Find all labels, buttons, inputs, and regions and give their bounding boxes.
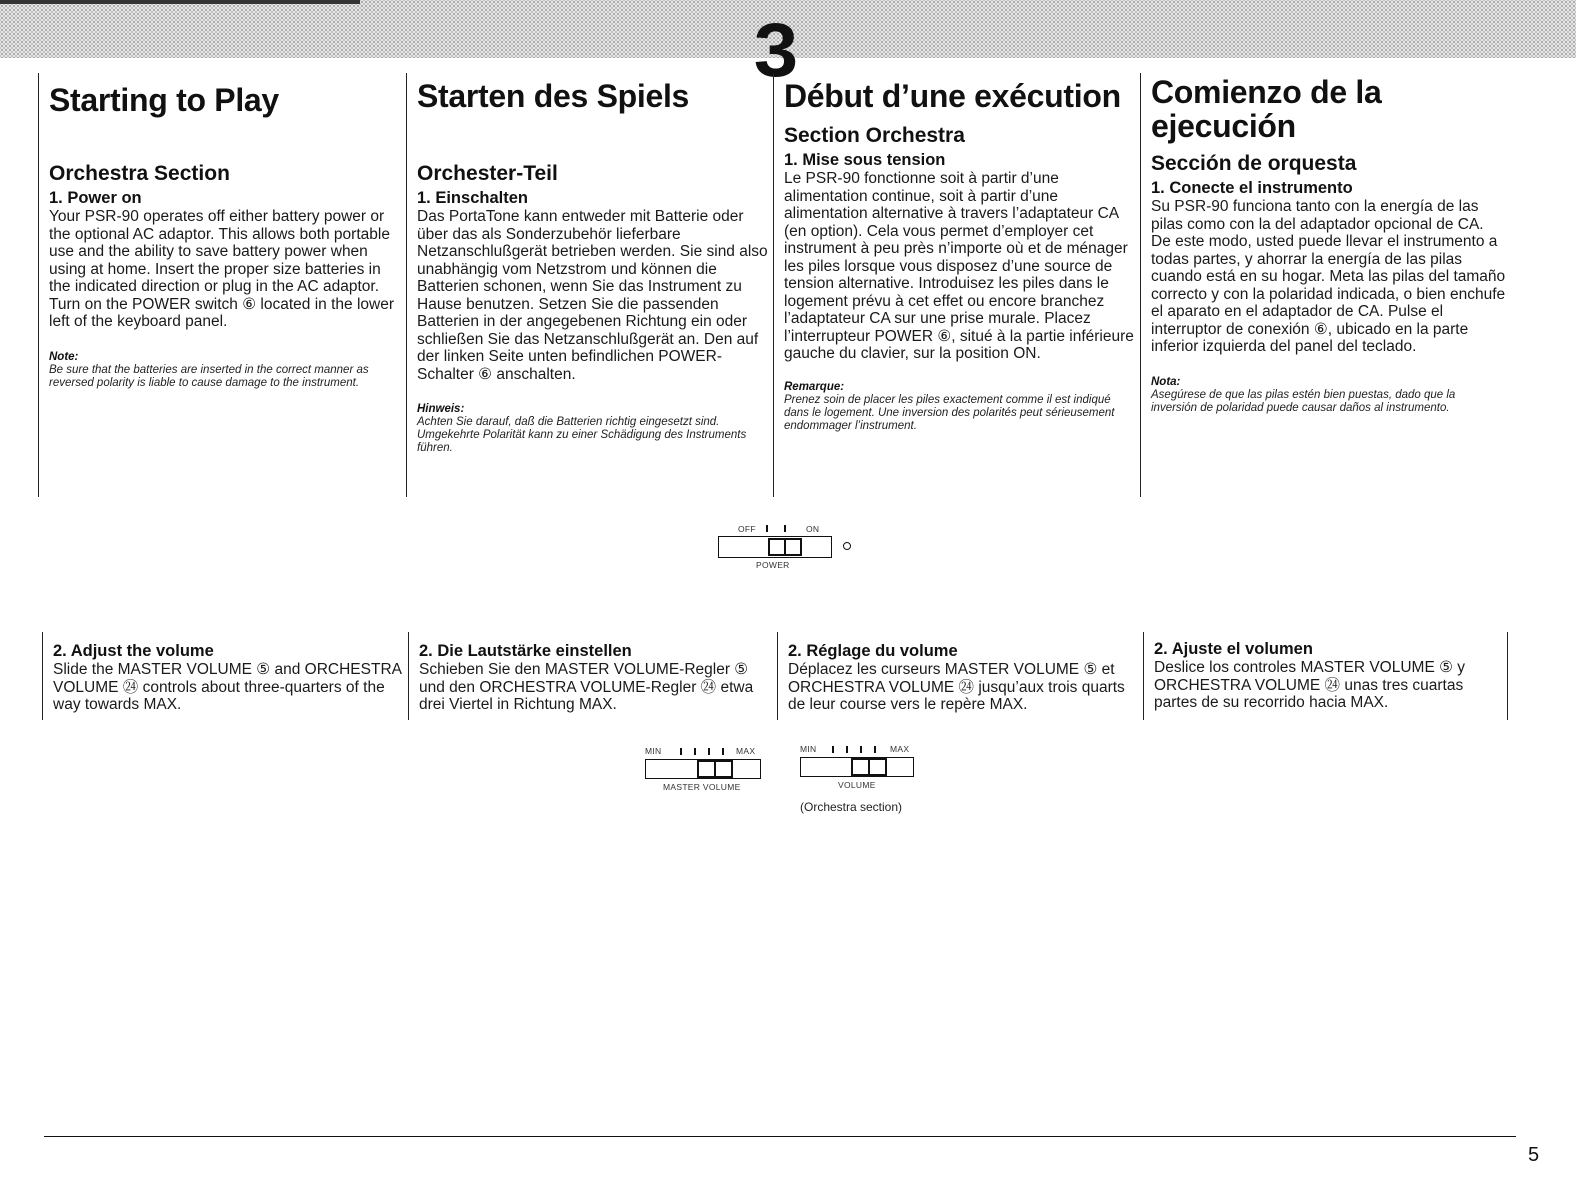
step2-body-english: Slide the MASTER VOLUME ⑤ and ORCHESTRA VOLUME ㉔ controls about three-quarters of the way towards MAX. (53, 661, 402, 713)
master-volume-min-label: MIN (645, 746, 662, 756)
master-volume-tick (708, 748, 710, 755)
column-german-bottom (408, 632, 775, 720)
step2-heading-spanish: 2. Ajuste el volumen (1154, 640, 1313, 658)
column-german-top (406, 73, 775, 497)
step1-body-spanish: Su PSR-90 funciona tanto con la energía de las pilas como con la del adaptador opcional de CA. De este modo, usted puede llevar el instrumento a todas partes, y ahorrar la energía de las pilas cuando está en su hogar. Meta las pilas del tamaño correcto y con la polaridad indicada, o bien enchufe el aparato en el adaptador de CA. Pulse el interruptor de conexión ⑥, ubicado en la parte inferior izquierda del panel del teclado. (1151, 198, 1506, 355)
master-volume-tick (680, 748, 682, 755)
note-heading-german: Hinweis: (417, 403, 465, 415)
orchestra-volume-knob (851, 758, 887, 776)
master-volume-label: MASTER VOLUME (663, 782, 741, 792)
power-on-label: ON (806, 524, 820, 534)
power-indicator-led (843, 542, 851, 550)
section-heading-german: Orchester-Teil (417, 162, 558, 185)
power-switch-label: POWER (756, 560, 790, 570)
column-spanish-bottom (1143, 632, 1508, 720)
step2-heading-french: 2. Réglage du volume (788, 642, 958, 660)
orchestra-volume-max-label: MAX (890, 744, 910, 754)
column-french-top (773, 73, 1139, 497)
note-heading-english: Note: (49, 350, 79, 363)
note-heading-spanish: Nota: (1151, 375, 1181, 388)
master-volume-tick (722, 748, 724, 755)
title-english: Starting to Play (49, 82, 279, 118)
title-german: Starten des Spiels (417, 78, 690, 114)
power-switch-knob (768, 538, 802, 556)
step1-body-french: Le PSR-90 fonctionne soit à partir d’une alimentation continue, soit à partir d’une alimentation alternative à travers l’adaptateur CA (en option). Cela vous permet d’employer cet instrument à peu près n’importe où et de ménager les piles lorsque vous disposez d’une source de tension alternative. Introduisez les piles dans le logement prévu à cet effet ou encore branchez l’adaptateur CA sur une prise murale. Placez l’interrupteur POWER ⑥, situé à la partie inférieure gauche du clavier, sur la position ON. (784, 170, 1134, 362)
section-heading-english: Orchestra Section (49, 162, 230, 185)
step1-body-english: Your PSR-90 operates off either battery power or the optional AC adaptor. This allows both portable use and the ability to save battery power when using at home. Insert the proper size batteries in the indicated direction or plug in the AC adaptor. Turn on the POWER switch ⑥ located in the lower left of the keyboard panel. (49, 208, 394, 330)
step2-body-french: Déplacez les curseurs MASTER VOLUME ⑤ et ORCHESTRA VOLUME ㉔ jusqu’aux trois quarts de leur course vers le repère MAX. (788, 661, 1125, 713)
step1-heading-spanish: 1. Conecte el instrumento (1151, 179, 1353, 197)
column-english-top (38, 73, 404, 497)
page-number: 5 (1528, 1144, 1540, 1166)
note-body-french: Prenez soin de placer les piles exactement comme il est indiqué dans le logement. Une inversion des polarités peut sérieusement endommager l’instrument. (784, 393, 1115, 432)
orchestra-volume-tick (832, 746, 834, 753)
power-tick (784, 525, 786, 532)
master-volume-max-label: MAX (736, 746, 756, 756)
section-heading-french: Section Orchestra (784, 124, 965, 147)
chapter-number: 3 (753, 8, 799, 93)
master-volume-tick (694, 748, 696, 755)
power-tick (766, 525, 768, 532)
step2-body-spanish: Deslice los controles MASTER VOLUME ⑤ y ORCHESTRA VOLUME ㉔ unas tres cuartas partes de su recorrido hacia MAX. (1154, 659, 1466, 711)
step1-body-german: Das PortaTone kann entweder mit Batterie oder über das als Sonderzubehör lieferbare Netzanschlußgerät betrieben werden. Sie sind also unabhängig vom Netzstrom und können die Batterien schonen, wenn Sie das Instrument zu Hause benutzen. Setzen Sie die passenden Batterien in der angegebenen Richtung ein oder schließen Sie das Netzanschlußgerät an. Den auf der linken Seite unten befindlichen POWER-Schalter ⑥ anschalten. (417, 208, 768, 383)
orchestra-volume-min-label: MIN (800, 744, 817, 754)
master-volume-knob (697, 760, 733, 778)
power-off-label: OFF (738, 524, 756, 534)
step2-heading-english: 2. Adjust the volume (53, 642, 214, 660)
step1-heading-french: 1. Mise sous tension (784, 151, 946, 169)
footer-rule (44, 1136, 1516, 1137)
orchestra-section-caption: (Orchestra section) (800, 800, 903, 814)
note-heading-french: Remarque: (784, 380, 845, 393)
title-french: Début d’une exécution (784, 78, 1121, 114)
note-body-spanish: Asegúrese de que las pilas estén bien puestas, dado que la inversión de polaridad puede causar daños al instrumento. (1151, 388, 1456, 414)
title-spanish: Comienzo de la ejecución (1151, 74, 1382, 144)
orchestra-volume-tick (874, 746, 876, 753)
note-body-german: Achten Sie darauf, daß die Batterien richtig eingesetzt sind. Umgekehrte Polarität kann zu einer Schädigung des Instruments führen. (417, 416, 747, 454)
orchestra-volume-tick (860, 746, 862, 753)
step1-heading-german: 1. Einschalten (417, 189, 528, 207)
header-rule (0, 0, 360, 4)
column-english-bottom (42, 632, 403, 720)
step2-body-german: Schieben Sie den MASTER VOLUME-Regler ⑤ und den ORCHESTRA VOLUME-Regler ㉔ etwa drei Viertel in Richtung MAX. (419, 661, 754, 713)
step1-heading-english: 1. Power on (49, 189, 142, 207)
orchestra-volume-tick (846, 746, 848, 753)
note-body-english: Be sure that the batteries are inserted in the correct manner as reversed polarity is liable to cause damage to the instrument. (49, 363, 369, 389)
step2-heading-german: 2. Die Lautstärke einstellen (419, 642, 632, 660)
section-heading-spanish: Sección de orquesta (1151, 152, 1357, 175)
orchestra-volume-label: VOLUME (838, 780, 876, 790)
column-french-bottom (777, 632, 1136, 720)
column-spanish-top (1140, 73, 1506, 497)
